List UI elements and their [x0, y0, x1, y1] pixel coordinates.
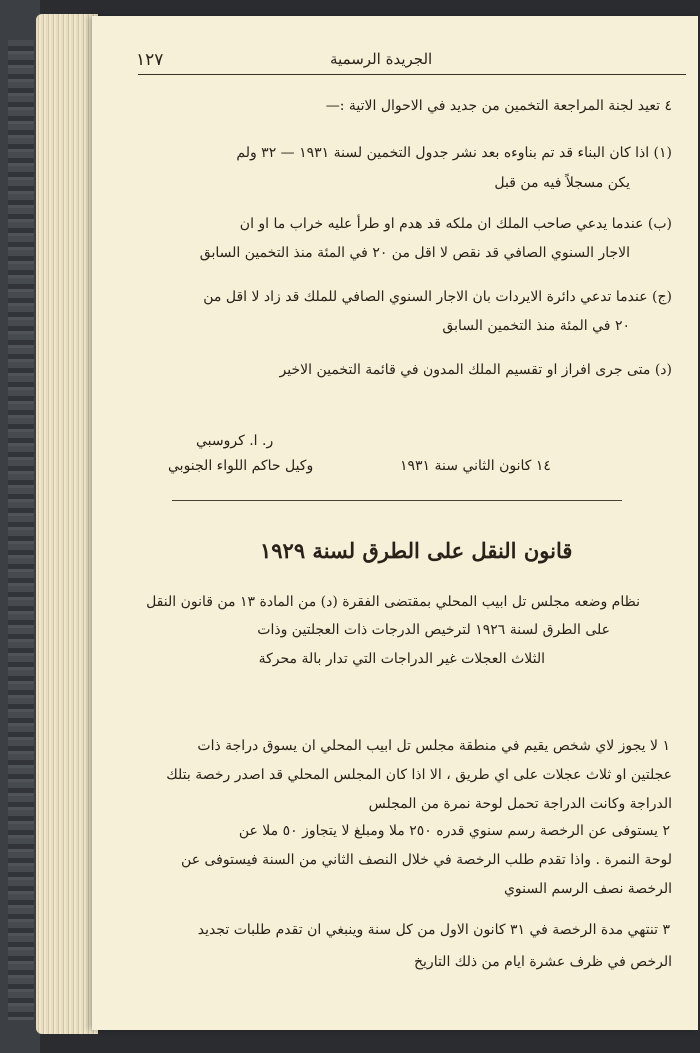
book-page — [92, 16, 698, 1030]
section1-intro: ٤ تعيد لجنة المراجعة التخمين من جديد في الاحوال الاتية :— — [325, 98, 672, 114]
para3-line2: الرخص في ظرف عشرة ايام من ذلك التاريخ — [414, 954, 672, 970]
page-number: ١٢٧ — [136, 50, 164, 70]
para3-line1: ٣ تنتهي مدة الرخصة في ٣١ كانون الاول من كل سنة وينبغي ان تقدم طلبات تجديد — [197, 922, 670, 938]
item-d: (د) متى جرى افراز او تقسيم الملك المدون في قائمة التخمين الاخير — [279, 362, 672, 378]
para1-line1: ١ لا يجوز لاي شخص يقيم في منطقة مجلس تل ابيب المحلي ان يسوق دراجة ذات — [197, 738, 670, 754]
section-divider — [172, 500, 622, 501]
signature-date: ١٤ كانون الثاني سنة ١٩٣١ — [400, 458, 551, 474]
item-c-line2: ٢٠ في المئة منذ التخمين السابق — [442, 318, 630, 334]
para2-line3: الرخصة نصف الرسم السنوي — [503, 881, 672, 897]
item-b-line1: (ب) عندما يدعي صاحب الملك ان ملكه قد هدم او طرأ عليه خراب ما او ان — [239, 216, 672, 232]
running-title: الجريدة الرسمية — [330, 50, 433, 68]
para1-line3: الدراجة وكانت الدراجة تحمل لوحة نمرة من المجلس — [368, 796, 672, 812]
item-a-line1: (١) اذا كان البناء قد تم بناوءه بعد نشر جدول التخمين لسنة ١٩٣١ — ٣٢ ولم — [236, 145, 672, 161]
item-c-line1: (ج) عندما تدعي دائرة الايردات بان الاجار السنوي الصافي للملك قد زاد لا اقل من — [203, 289, 672, 305]
para2-line1: ٢ يستوفى عن الرخصة رسم سنوي قدره ٢٥٠ ملا ومبلغ لا يتجاوز ٥٠ ملا عن — [238, 823, 670, 839]
para1-line2: عجلتين او ثلاث عجلات على اي طريق ، الا اذا كان المجلس المحلي قد اصدر رخصة بتلك — [166, 767, 672, 783]
page-stack-edges — [36, 14, 98, 1034]
item-a-line2: يكن مسجلاً فيه من قبل — [494, 175, 630, 191]
signature-title: وكيل حاكم اللواء الجنوبي — [168, 458, 314, 474]
law-subtitle-line2: على الطرق لسنة ١٩٢٦ لترخيص الدرجات ذات العجلتين وذات — [257, 622, 610, 638]
law-title: قانون النقل على الطرق لسنة ١٩٢٩ — [260, 538, 573, 563]
signature-name: ر. ا. كروسبي — [196, 433, 274, 449]
book-cover-edge — [0, 0, 40, 1053]
law-subtitle-line3: الثلاث العجلات غير الدراجات التي تدار بالة محركة — [258, 651, 545, 667]
item-b-line2: الاجار السنوي الصافي قد نقص لا اقل من ٢٠ في المئة منذ التخمين السابق — [199, 245, 630, 261]
law-subtitle-line1: نظام وضعه مجلس تل ابيب المحلي بمقتضى الفقرة (د) من المادة ١٣ من قانون النقل — [146, 594, 640, 610]
para2-line2: لوحة النمرة . واذا تقدم طلب الرخصة في خلال النصف الثاني من السنة فيستوفى عن — [181, 852, 672, 868]
